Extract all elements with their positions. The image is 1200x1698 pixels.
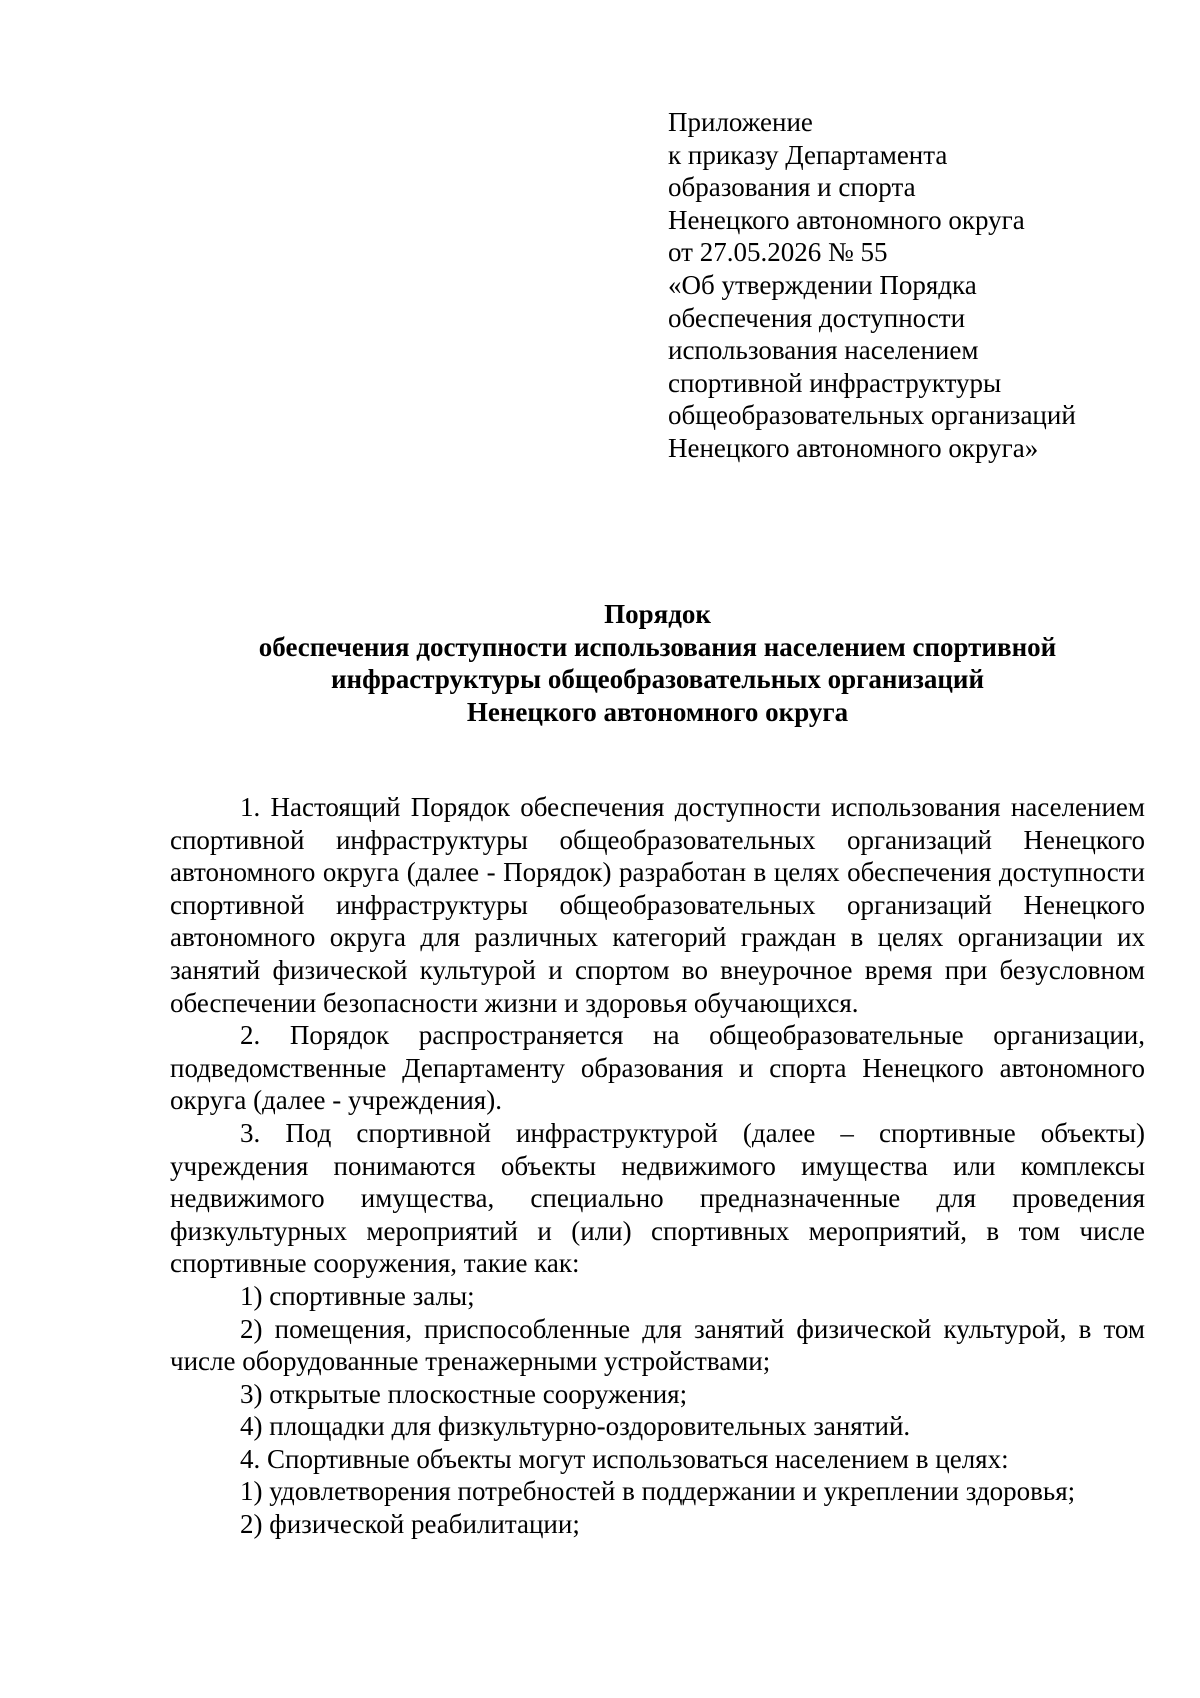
title-line: обеспечения доступности использования населением спортивной <box>258 631 1057 662</box>
title-line: инфраструктуры общеобразовательных организаций <box>330 664 985 694</box>
appendix-line: «Об утверждении Порядка <box>668 269 977 300</box>
list-item: 1) спортивные залы; <box>240 1280 475 1311</box>
list-item: 3) открытые плоскостные сооружения; <box>240 1378 688 1409</box>
document-body <box>170 791 1145 1541</box>
appendix-line: от 27.05.2026 № 55 <box>668 237 888 268</box>
paragraph-2: 2. Порядок распространяется на общеобразовательные организации, подведомственные Департаменту образования и спорта Ненецкого автономного округа (далее - учреждения). <box>170 1020 1145 1116</box>
list-item: 4) площадки для физкультурно-оздоровительных занятий. <box>240 1411 911 1442</box>
appendix-line: Ненецкого автономного округа <box>668 204 1025 235</box>
document-title <box>170 598 1145 728</box>
appendix-line: Ненецкого автономного округа» <box>668 432 1039 463</box>
title-line: Порядок <box>604 599 711 629</box>
list-item: 2) помещения, приспособленные для занятий физической культурой, в том числе оборудованные тренажерными устройствами; <box>170 1313 1145 1377</box>
paragraph-4: 4. Спортивные объекты могут использоваться населением в целях: <box>240 1443 1009 1474</box>
appendix-line: спортивной инфраструктуры <box>668 367 1002 398</box>
appendix-line: общеобразовательных организаций <box>668 400 1076 431</box>
appendix-line: Приложение <box>668 107 813 137</box>
paragraph-1: 1. Настоящий Порядок обеспечения доступности использования населением спортивной инфраструктуры общеобразовательных организаций Ненецкого автономного округа (далее - Порядок) разработан в целях обеспечения доступности спортивной инфраструктуры общеобразовательных организаций Ненецкого автономного округа для различных категорий граждан в целях организации их занятий физической культурой и спортом во внеурочное время при безусловном обеспечении безопасности жизни и здоровья обучающихся. <box>170 792 1145 1018</box>
appendix-line: использования населением <box>668 335 979 366</box>
appendix-line: образования и спорта <box>668 172 916 203</box>
list-item: 2) физической реабилитации; <box>240 1509 580 1540</box>
title-line: Ненецкого автономного округа <box>466 696 849 727</box>
appendix-line: обеспечения доступности <box>668 302 966 333</box>
appendix-line: к приказу Департамента <box>668 139 948 170</box>
appendix-header <box>668 106 1168 465</box>
paragraph-3: 3. Под спортивной инфраструктурой (далее – спортивные объекты) учреждения понимаются объекты недвижимого имущества или комплексы недвижимого имущества, специально предназначенные для проведения физкультурных мероприятий и (или) спортивных мероприятий, в том числе спортивные сооружения, такие как: <box>170 1117 1145 1279</box>
list-item: 1) удовлетворения потребностей в поддержании и укреплении здоровья; <box>240 1476 1076 1507</box>
